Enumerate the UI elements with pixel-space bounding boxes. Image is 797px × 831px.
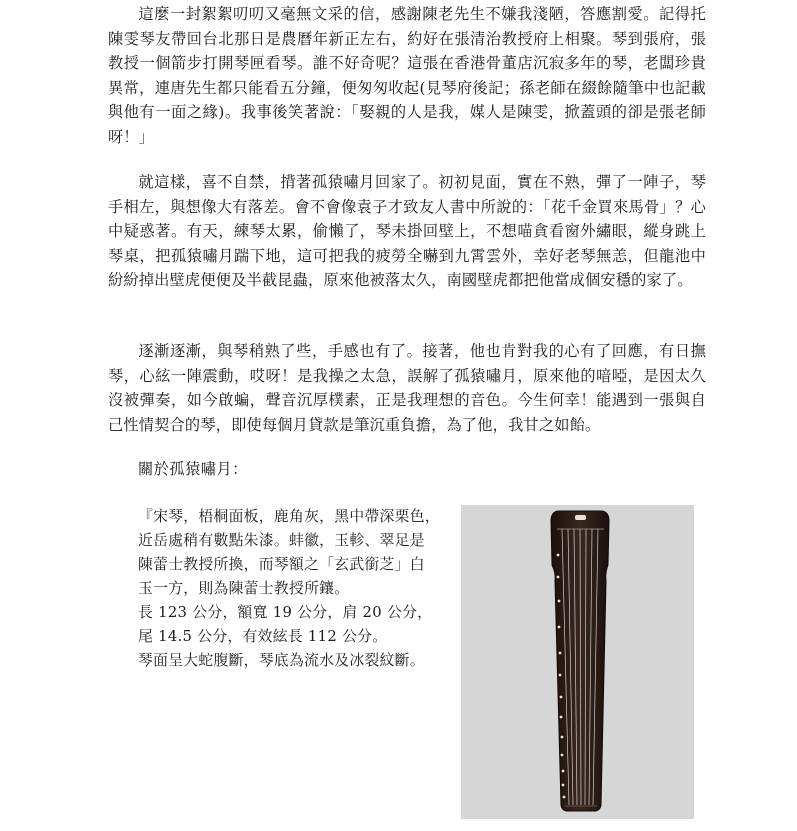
details-line: 玉一方，則為陳蕾士教授所鑲。 (138, 580, 350, 597)
jade-inlay (575, 515, 586, 520)
guqin-photo (461, 505, 694, 819)
details-line: 尾 14.5 公分，有效絃長 112 公分。 (138, 628, 388, 645)
details-line: 長 123 公分，額寬 19 公分，肩 20 公分， (138, 604, 433, 621)
details-line: 琴面呈大蛇腹斷，琴底為流水及冰裂紋斷。 (138, 652, 425, 669)
details-line: 近岳處稍有數點朱漆。蚌徽，玉軫、翠足是 (138, 532, 425, 549)
guqin-illustration (461, 505, 694, 819)
details-line: 『宋琴，梧桐面板，鹿角灰，黑中帶深栗色， (138, 508, 440, 525)
paragraph-1: 這麼一封絮絮叨叨又毫無文采的信，感謝陳老先生不嫌我淺陋，答應割愛。記得托陳雯琴友帶回台北那日是農曆年新正左右，約好在張清治教授府上相聚。琴到張府，張教授一個箭步打開琴匣看琴。誰不好奇呢？這張在香港骨董店沉寂多年的琴，老闆珍貴異常，連唐先生都只能看五分鐘，便匆匆收起(見琴府後記；孫老師在綴餘隨筆中也記載與他有一面之緣)。我事後笑著說：「娶親的人是我，媒人是陳雯，掀蓋頭的卻是張老師呀！」 (108, 5, 706, 146)
details-line: 陳蕾士教授所換，而琴額之「玄武銜芝」白 (138, 556, 425, 573)
paragraph-3: 逐漸逐漸，與琴稍熟了些，手感也有了。接著，他也肯對我的心有了回應，有日撫琴，心絃一陣震動，哎呀！是我操之太急，誤解了孤猿嘯月，原來他的喑啞，是因太久沒被彈奏，如今啟蝙，聲音沉厚樸素，正是我理想的音色。今生何幸！能遇到一張與自己性情契合的琴，即使每個月貸款是筆沉重負擔，為了他，我甘之如飴。 (108, 342, 706, 434)
qin-details (138, 505, 448, 673)
paragraph-2: 就這樣，喜不自禁，揹著孤猿嘯月回家了。初初見面，實在不熟，彈了一陣子，琴手相左，與想像大有落差。會不會像袁子才致友人書中所說的：「花千金買來馬骨」？心中疑惑著。有天，練琴太累，偷懶了，琴未掛回壁上，不想喵貪看窗外繡眼，縱身跳上琴桌，把孤猿嘯月踹下地，這可把我的疲勞全嚇到九霄雲外，幸好老琴無恙，但龍池中紛紛掉出壁虎便便及半截昆蟲，原來他被落太久，南國壁虎都把他當成個安穩的家了。 (108, 173, 706, 289)
section-heading: 關於孤猿嘯月： (138, 460, 248, 478)
